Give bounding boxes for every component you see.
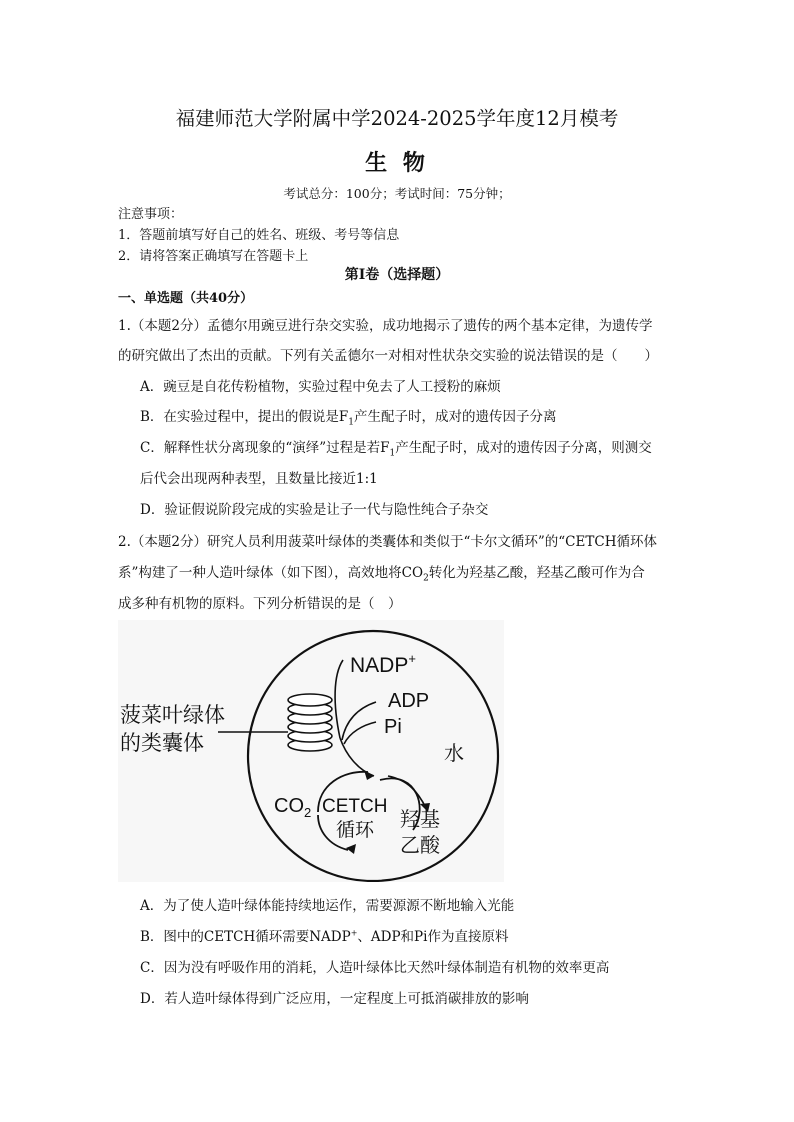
pi-label: Pi — [384, 716, 402, 738]
q2-option-b: B．图中的CETCH循环需要NADP+、ADP和Pi作为直接原料 — [140, 928, 509, 945]
q1-option-a: A．豌豆是自花传粉植物，实验过程中免去了人工授粉的麻烦 — [140, 379, 501, 395]
cetch-cycle-arrowhead — [346, 844, 356, 854]
product-label-line2: 乙酸 — [400, 833, 440, 857]
part-title: 一、单选题（共40分） — [118, 291, 254, 306]
q2-stem-line1: 2.（本题2分）研究人员利用菠菜叶绿体的类囊体和类似于“卡尔文循环”的“CETCH循环体 — [118, 534, 657, 550]
cetch-label-line1: CETCH — [322, 796, 388, 817]
product-label-line1: 羟基 — [400, 807, 440, 831]
q2-option-d: D．若人造叶绿体得到广泛应用，一定程度上可抵消碳排放的影响 — [140, 991, 529, 1007]
cetch-label-line2: 循环 — [336, 819, 375, 841]
q2-option-a: A．为了使人造叶绿体能持续地运作，需要源源不断地输入光能 — [140, 898, 515, 914]
notice-heading: 注意事项： — [118, 207, 184, 222]
energy-arrow — [340, 738, 374, 776]
thylakoid-label-line2: 的类囊体 — [120, 731, 204, 755]
q1-option-c: C．解释性状分离现象的“演绎”过程是若$F_1$产生配子时，成对的遗传因子分离，则测交 — [140, 440, 652, 459]
q1-option-b: B．在实验过程中，提出的假说是$F_1$产生配子时，成对的遗传因子分离 — [140, 409, 557, 428]
exam-title: 福建师范大学附属中学2024-2025学年度12月模考 — [175, 107, 619, 130]
q1-stem-line1: 1.（本题2分）孟德尔用豌豆进行杂交实验，成功地揭示了遗传的两个基本定律，为遗传学 — [118, 318, 653, 334]
nadp-arrow — [335, 660, 343, 738]
adp-label: ADP — [388, 690, 430, 712]
notice-item-2: 2．请将答案正确填写在答题卡上 — [118, 249, 309, 264]
q2-stem-line3: 成多种有机物的原料。下列分析错误的是（ ） — [118, 596, 402, 612]
thylakoid-stack-icon — [288, 694, 332, 751]
artificial-chloroplast-figure — [118, 620, 504, 882]
q2-stem-line2: 系”构建了一种人造叶绿体（如下图），高效地将$CO_2$转化为羟基乙酸，羟基乙酸可作为合 — [118, 565, 645, 584]
notice-item-1: 1．答题前填写好自己的姓名、班级、考号等信息 — [118, 228, 400, 243]
exam-info: 考试总分：100分；考试时间：75分钟； — [283, 186, 511, 201]
nadp-label: NADP+ — [350, 651, 416, 677]
subject-title: 生 物 — [365, 151, 429, 176]
product-arrow — [388, 776, 426, 808]
thylakoid-label-line1: 菠菜叶绿体 — [120, 703, 225, 727]
q2-option-c: C．因为没有呼吸作用的消耗，人造叶绿体比天然叶绿体制造有机物的效率更高 — [140, 960, 610, 976]
q1-option-c-line2: 后代会出现两种表型，且数量比接近1:1 — [140, 471, 378, 487]
q1-stem-line2: 的研究做出了杰出的贡献。下列有关孟德尔一对相对性状杂交实验的说法错误的是（ ） — [118, 348, 658, 364]
q1-option-d: D．验证假说阶段完成的实验是让子一代与隐性纯合子杂交 — [140, 502, 489, 518]
section-title: 第I卷（选择题） — [344, 267, 450, 283]
water-label: 水 — [444, 741, 464, 765]
adp-arrow — [342, 702, 376, 740]
co2-label: $CO_2$ — [274, 795, 312, 820]
pi-arrow — [344, 722, 376, 744]
